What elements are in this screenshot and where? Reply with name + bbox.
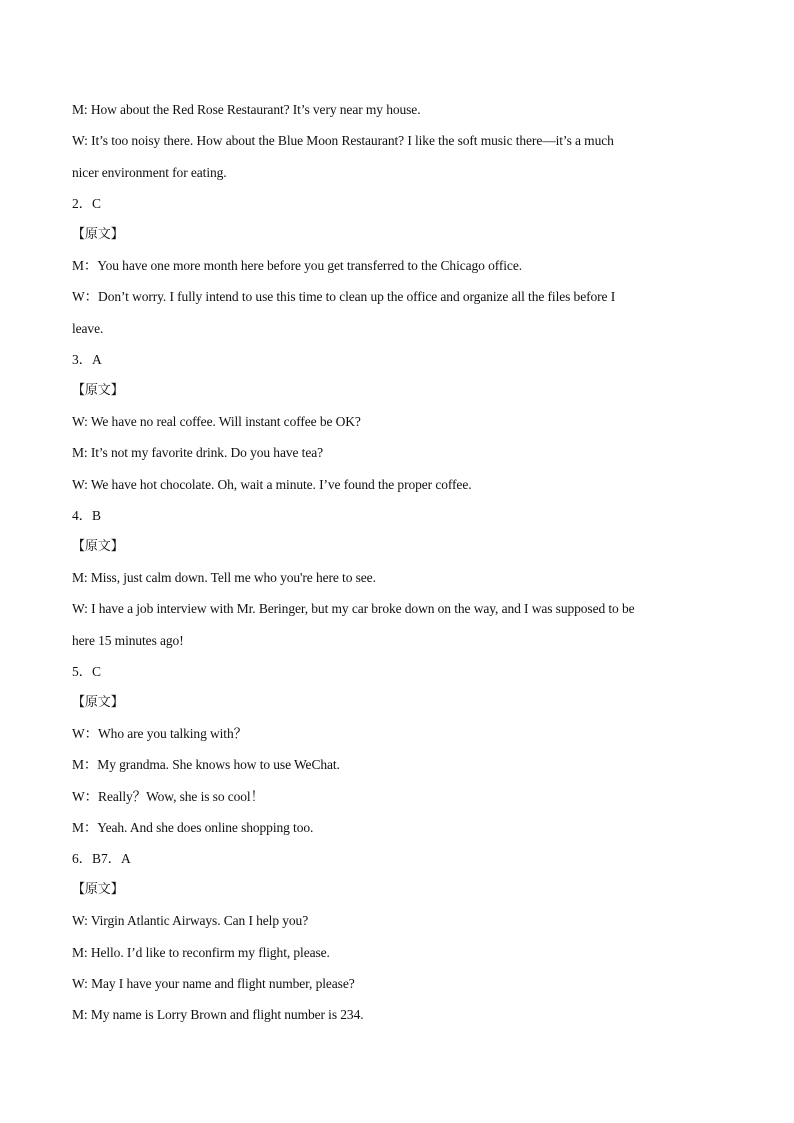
transcript-line: M：You have one more month here before you get transferred to the Chicago office. [72, 258, 522, 273]
transcript-line: W：Don’t worry. I fully intend to use this time to clean up the office and organize all the files before I [72, 289, 616, 304]
transcript-line: M：Yeah. And she does online shopping too. [72, 820, 314, 835]
transcript-line: M: My name is Lorry Brown and flight number is 234. [72, 1007, 364, 1022]
answer-label: 2．C [72, 196, 101, 211]
original-text-heading: 【原文】 [72, 695, 124, 710]
original-text-heading: 【原文】 [72, 383, 124, 398]
transcript-line: W: We have no real coffee. Will instant coffee be OK? [72, 414, 361, 429]
transcript-line: here 15 minutes ago! [72, 633, 184, 648]
transcript-line: leave. [72, 321, 104, 336]
transcript-line: M: Miss, just calm down. Tell me who you're here to see. [72, 570, 376, 585]
original-text-heading: 【原文】 [72, 882, 124, 897]
original-text-heading: 【原文】 [72, 539, 124, 554]
transcript-line: W: May I have your name and flight number, please? [72, 976, 355, 991]
transcript-line: W: It’s too noisy there. How about the Blue Moon Restaurant? I like the soft music there—it’s a much [72, 133, 614, 148]
transcript-line: M：My grandma. She knows how to use WeChat. [72, 757, 340, 772]
transcript-line: nicer environment for eating. [72, 165, 227, 180]
original-text-heading: 【原文】 [72, 227, 124, 242]
transcript-line: W: I have a job interview with Mr. Beringer, but my car broke down on the way, and I was supposed to be [72, 601, 635, 616]
transcript-line: W: We have hot chocolate. Oh, wait a minute. I’ve found the proper coffee. [72, 477, 472, 492]
transcript-line: W：Who are you talking with？ [72, 726, 248, 741]
transcript-line: M: Hello. I’d like to reconfirm my flight, please. [72, 945, 330, 960]
answer-label: 4．B [72, 508, 101, 523]
answer-label: 3．A [72, 352, 102, 367]
answer-label: 5．C [72, 664, 101, 679]
answer-label: 6．B7．A [72, 851, 131, 866]
transcript-line: M: How about the Red Rose Restaurant? It’s very near my house. [72, 102, 421, 117]
transcript-line: W: Virgin Atlantic Airways. Can I help you? [72, 913, 309, 928]
transcript-line: W：Really？Wow, she is so cool！ [72, 789, 264, 804]
transcript-line: M: It’s not my favorite drink. Do you have tea? [72, 445, 323, 460]
